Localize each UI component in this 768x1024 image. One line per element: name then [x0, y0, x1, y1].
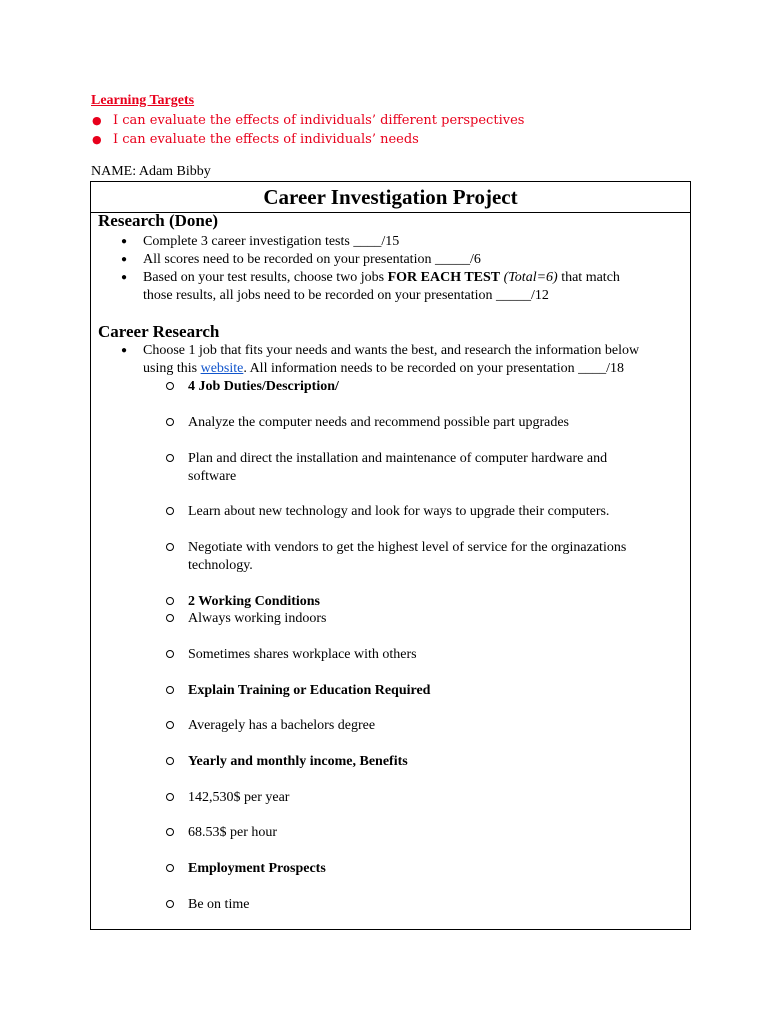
sub-item: Plan and direct the installation and maintenance of computer hardware and — [188, 451, 608, 466]
sub-item: 4 Job Duties/Description/ — [188, 379, 339, 394]
learning-target-item: ● I can evaluate the effects of individuals’ different perspectives — [92, 113, 525, 128]
student-name: NAME: Adam Bibby — [91, 164, 211, 179]
learning-target-item: ● I can evaluate the effects of individuals’ needs — [92, 132, 419, 147]
sub-item: Yearly and monthly income, Benefits — [188, 754, 408, 769]
research-item: Based on your test results, choose two jobs FOR EACH TEST (Total=6) that match — [143, 270, 620, 285]
circle-bullet-icon — [166, 721, 174, 729]
circle-bullet-icon — [166, 543, 174, 551]
circle-bullet-icon — [166, 900, 174, 908]
career-research-heading: Career Research — [98, 322, 220, 341]
sub-item: Be on time — [188, 897, 250, 912]
sub-item: Analyze the computer needs and recommend possible part upgrades — [188, 415, 569, 430]
research-item: Complete 3 career investigation tests ____/15 — [143, 234, 400, 249]
sub-item: 2 Working Conditions — [188, 594, 321, 609]
learning-targets-title: Learning Targets — [91, 93, 195, 108]
circle-bullet-icon — [166, 454, 174, 462]
project-title: Career Investigation Project — [263, 185, 518, 209]
learning-targets-list — [91, 111, 524, 149]
circle-bullet-icon — [166, 686, 174, 694]
research-item-continued: those results, all jobs need to be recorded on your presentation _____/12 — [143, 288, 549, 303]
research-heading: Research (Done) — [98, 211, 219, 230]
bullet-icon: ● — [121, 236, 128, 247]
circle-bullet-icon — [166, 757, 174, 765]
website-link[interactable]: website — [200, 361, 244, 376]
sub-item: Sometimes shares workplace with others — [188, 647, 417, 662]
circle-bullet-icon — [166, 382, 174, 390]
sub-item: Employment Prospects — [188, 861, 326, 876]
circle-bullet-icon — [166, 597, 174, 605]
bullet-icon: ● — [121, 345, 128, 356]
career-research-intro-continued: using this website. All information needs to be recorded on your presentation ____/18 — [143, 361, 624, 376]
sub-item: Averagely has a bachelors degree — [188, 718, 376, 733]
project-box — [90, 181, 691, 930]
research-item: All scores need to be recorded on your presentation _____/6 — [143, 252, 481, 267]
bullet-icon: ● — [92, 114, 102, 127]
sub-item: 142,530$ per year — [188, 790, 290, 805]
circle-bullet-icon — [166, 793, 174, 801]
sub-item: 68.53$ per hour — [188, 825, 278, 840]
circle-bullet-icon — [166, 418, 174, 426]
circle-bullet-icon — [166, 864, 174, 872]
bullet-icon: ● — [121, 272, 128, 283]
bullet-icon: ● — [121, 254, 128, 265]
sub-item: Explain Training or Education Required — [188, 683, 431, 698]
career-research-intro: Choose 1 job that fits your needs and wants the best, and research the information below — [143, 343, 640, 358]
sub-item-continued: software — [188, 469, 237, 484]
circle-bullet-icon — [166, 828, 174, 836]
bullet-icon: ● — [92, 133, 102, 146]
sub-item: Learn about new technology and look for ways to upgrade their computers. — [188, 504, 610, 519]
project-title-row — [91, 182, 690, 213]
sub-item: Negotiate with vendors to get the highest level of service for the orginazations — [188, 540, 627, 555]
circle-bullet-icon — [166, 614, 174, 622]
sub-item-continued: technology. — [188, 558, 253, 573]
sub-item: Always working indoors — [188, 611, 327, 626]
circle-bullet-icon — [166, 507, 174, 515]
circle-bullet-icon — [166, 650, 174, 658]
